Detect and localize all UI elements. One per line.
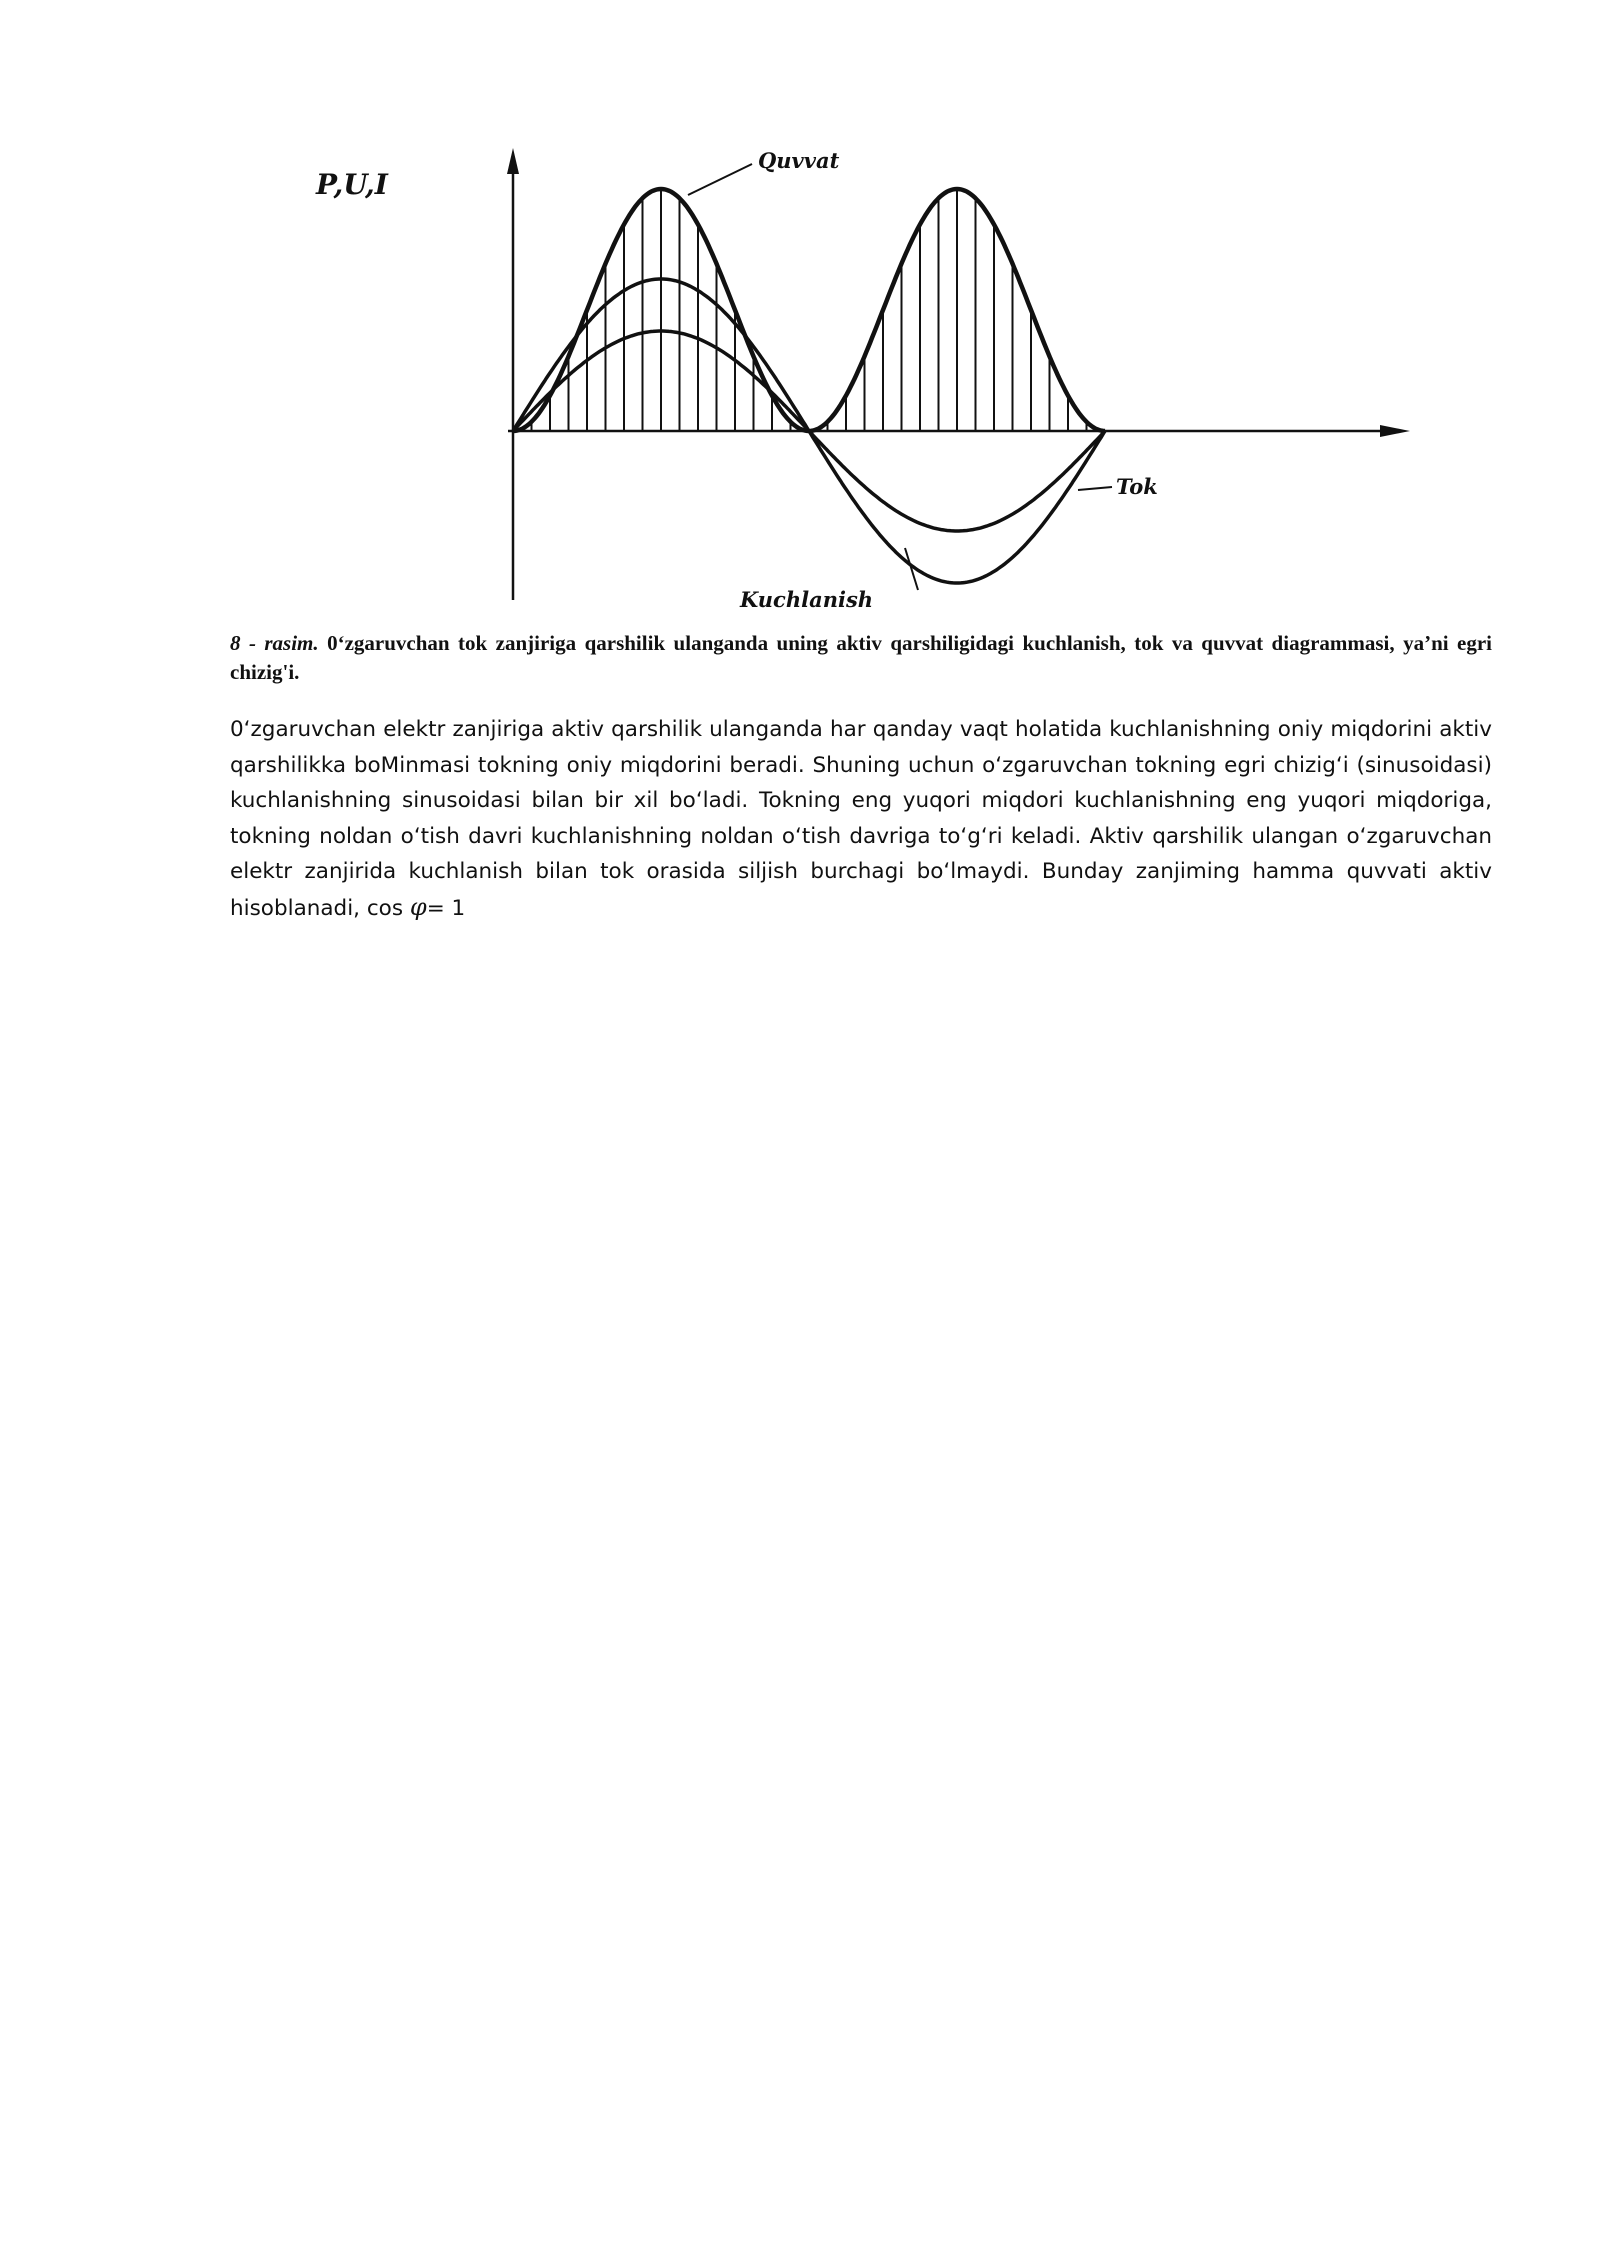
caption-number: 8 - rasim.: [230, 631, 319, 655]
paragraph-text: 0ʻzgaruvchan elektr zanjiriga aktiv qarshilik ulanganda har qanday vaqt holatida kuchlanishning oniy miqdorini aktiv qarshilikka boMinmasi tokning oniy miqdorini beradi. Shuning uchun oʻzgaruvchan tokning egri chizigʻi (sinusoidasi) kuchlanishning sinusoidasi bilan bir xil boʻladi. Tokning eng yuqori miqdori kuchlanishning eng yuqori miqdoriga, tokning noldan oʻtish davri kuchlanishning noldan oʻtish davriga toʻgʻri keladi. Aktiv qarshilik ulangan oʻzgaruvchan elektr zanjirida kuchlanish bilan tok orasida siljish burchagi boʻlmaydi. Bunday zanjiming hamma quvvati aktiv hisoblanadi, cos: [230, 717, 1492, 921]
current-label: Tok: [1116, 474, 1158, 499]
power-hatch-lines: [532, 189, 1087, 431]
waveform-figure: [0, 0, 1600, 620]
phi-symbol: φ: [409, 892, 427, 921]
body-paragraph: [230, 712, 1492, 926]
current-leader-line: [1078, 487, 1112, 490]
caption-text: 0‘zgaruvchan tok zanjiriga qarshilik ulanganda uning aktiv qarshiligidagi kuchlanish, tok va quvvat diagrammasi, ya’ni egri chizig'i.: [230, 631, 1493, 684]
y-axis-label: P,U,I: [316, 168, 388, 201]
time-axis-arrow: [1380, 425, 1410, 437]
figure-caption: [230, 629, 1492, 687]
waveform-diagram: [0, 0, 1600, 620]
formula-tail: = 1: [426, 895, 466, 921]
voltage-label: Kuchlanish: [740, 587, 874, 612]
value-axis-arrow: [507, 148, 519, 174]
power-leader-line: [688, 164, 752, 195]
power-label: Quvvat: [758, 148, 840, 173]
